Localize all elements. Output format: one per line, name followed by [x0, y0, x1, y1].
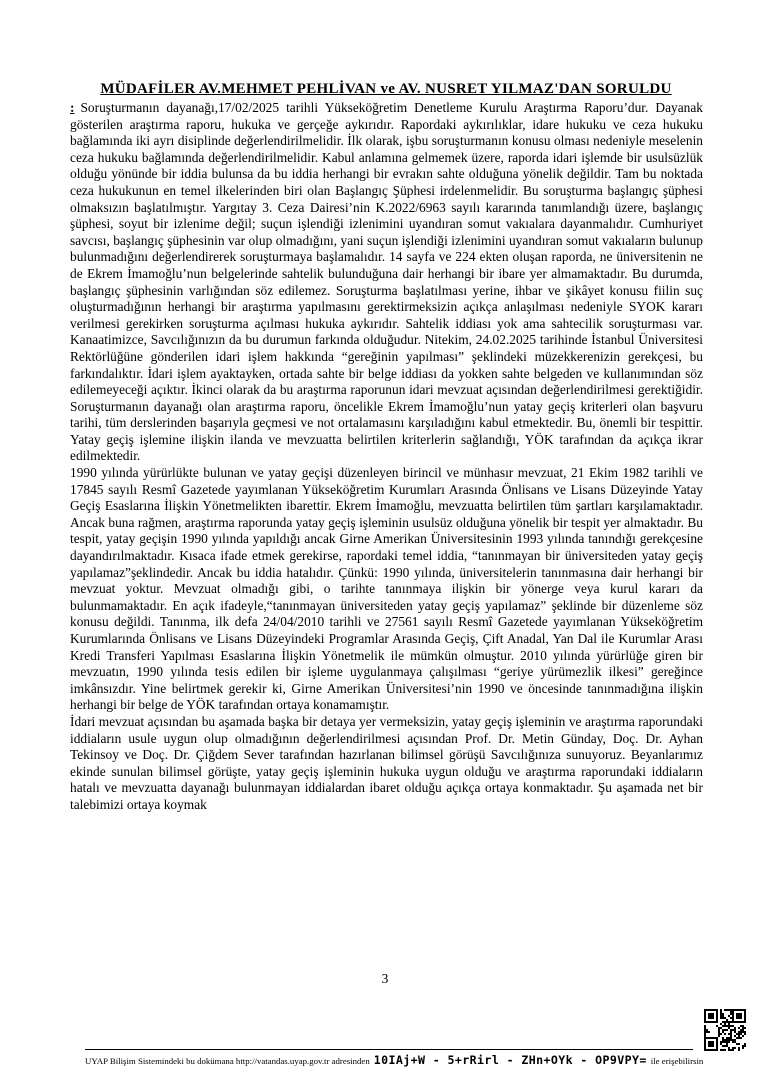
paragraph-1 — [70, 100, 703, 465]
paragraph-lead-colon: : — [70, 100, 75, 115]
qr-code-icon — [704, 1009, 746, 1051]
paragraph-3-text: İdari mevzuat açısından bu aşamada başka bir detaya yer vermeksizin, yatay geçiş işleminin ve araştırma raporundaki iddiaların usule uygun olup olmadığının değerlendirilmesi açısından Prof. Dr. Metin Günday, Doç. Dr. Ayhan Tekinsoy ve Doç. Dr. Çiğdem Sever tarafından hazırlanan bilimsel görüşü Savcılığınıza sunuyoruz. Beyanlarımız ekinde sunulan bilimsel görüşte, yatay geçiş işleminin hukuka uygun olduğu ve araştırma raporundaki iddiaların hatalı ve mevzuatta dayanağı bulunmayan iddialardan ibaret olduğu açıkça ortaya konmaktadır. Şu aşamada net bir talebimizi ortaya koymak — [70, 713, 703, 812]
document-heading: MÜDAFİLER AV.MEHMET PEHLİVAN ve AV. NUSRET YILMAZ'DAN SORULDU — [100, 81, 672, 97]
paragraph-3 — [70, 714, 703, 814]
paragraph-2 — [70, 465, 703, 714]
document-body — [70, 100, 703, 814]
footer-access-code: 10IAj+W - 5+rRirl - ZHn+OYk - OP9VPY= — [373, 1053, 647, 1067]
footer-access-suffix: ile erişebilirsin — [650, 1056, 704, 1066]
page-number: 3 — [381, 971, 389, 986]
uyap-footer — [85, 1053, 745, 1067]
footer-access-text: UYAP Bilişim Sistemindeki bu dokümana http://vatandas.uyap.gov.tr adresinden — [85, 1056, 370, 1066]
footer-divider — [85, 1049, 693, 1050]
paragraph-1-text: Soruşturmanın dayanağı,17/02/2025 tarihli Yükseköğretim Denetleme Kurulu Araştırma Raporu’dur. Dayanak gösterilen araştırma raporu, hukuka ve gerçeğe aykırıdır. Rapordaki aykırılıklar, idare hukuku ve ceza hukuku bağlamında iki ayrı disiplinde değerlendirilmelidir. İlk olarak, işbu soruşturmanın konusu olması nedeniyle meselenin ceza hukuku bağlamında değerlendirilmelidir. Kabul anlamına gelmemek üzere, raporda idari işlemde bir usulsüzlük olduğu yönünde bir iddia bulunsa da bu iddia herhangi bir evrakın sahte olduğuna yönelik değildir. Tam bu noktada ceza hukukunun en temel ilkelerinden biri olan Başlangıç Şüphesi irdelenmelidir. Bu soruşturma başlangıç şüphesi olmaksızın başlatılmıştır. Yargıtay 3. Ceza Dairesi’nin K.2022/6963 sayılı kararında tanımlandığı üzere, başlangıç şüphesi, soyut bir izlenime değil; suçun işlendiği izlenimini uyandıran somut vakıalara dayanmalıdır. Cumhuriyet savcısı, başlangıç şüphesinin var olup olmadığını, yani suçun işlendiği izlenimini uyandıran somut vakıaların bulunup bulunmadığını değerlendirerek soruşturmaya başlamalıdır. 14 sayfa ve 224 ekten oluşan raporda, ne üniversitenin ne de Ekrem İmamoğlu’nun belgelerinde sahtelik bulunduğuna dair herhangi bir ibare yer almamaktadır. Bu durumda, başlangıç şüphesinin varlığından söz edilemez. Soruşturma başlatılması yerine, ihbar ve şikâyet konusu fiilin suç oluşturmadığının herhangi bir araştırma yapılmasını gerektirmeksizin açıkça anlaşılması nedeniyle SYOK kararı verilmesi gerekirken soruşturma açılması hukuka aykırıdır. Sahtelik iddiası yok ama sahtecilik soruşturması var. Kanaatimizce, Savcılığınızın da bu durumun farkında olduğudur. Nitekim, 24.02.2025 tarihinde İstanbul Üniversitesi Rektörlüğüne gönderilen idari işlem hakkında “gereğinin yapılması” şeklindeki müzekkerenizin gerekçesi, bu farkındalıktır. İdari işlem ayaktayken, ortada sahte bir belge iddiası da yokken sahte belgeden ve kullanımından söz edilemeyeceği açıktır. İkinci olarak da bu araştırma raporunun idari mevzuat açısından değerlendirilmesi gerektiğidir. Soruşturmanın dayanağı olan araştırma raporu, öncelikle Ekrem İmamoğlu’nun yatay geçiş kriterleri olan başvuru tarihi, tüm derslerinden başarıyla geçmesi ve not ortalamasını karşıladığını kabul etmektedir. Bu, önemli bir tespittir. Yatay geçiş işlemine ilişkin ilanda ve mevzuatta belirtilen kriterlerin sağlandığı, YÖK tarafından da açıkça ikrar edilmektedir. — [70, 100, 703, 464]
paragraph-2-text: 1990 yılında yürürlükte bulunan ve yatay geçişi düzenleyen birincil ve münhasır mevzuat, 21 Ekim 1982 tarihli ve 17845 sayılı Resmî Gazetede yayımlanan Yükseköğretim Kurumları Arasında Önlisans ve Lisans Düzeyinde Yatay Geçiş Esaslarına İlişkin Yönetmelikten ibarettir. Ekrem İmamoğlu, mevzuatta belirtilen tüm şartları karşılamaktadır. Ancak buna rağmen, araştırma raporunda yatay geçiş işleminin usulsüz olduğuna yönelik bir tespit yer almaktadır. Bu tespit, yatay geçişin 1990 yılında yapıldığı ancak Girne Amerikan Üniversitesinin 1993 yılında tanındığı gerekçesine dayandırılmaktadır. Kısaca ifade etmek gerekirse, rapordaki temel iddia, “tanınmayan bir üniversiteden yatay geçiş yapılamaz”şeklindedir. Ancak bu iddia hatalıdır. Çünkü: 1990 yılında, üniversitelerin tanınmasına dair herhangi bir mevzuat yoktur. Mevzuat olmadığı gibi, o tarihte tanınmaya ilişkin bir yönerge veya kurul kararı da bulunmamaktadır. En açık ifadeyle,“tanınmayan üniversiteden yatay geçiş yapılamaz” şeklinde bir düzenleme söz konusu değildi. Tanınma, ilk defa 24/04/2010 tarihli ve 27561 sayılı Resmî Gazetede yayımlanan Yükseköğretim Kurumlarında Önlisans ve Lisans Düzeyindeki Programlar Arasında Geçiş, Çift Anadal, Yan Dal ile Kurumlar Arası Kredi Transferi Yapılması Esaslarına İlişkin Yönetmelik ile mümkün olmuştur. 2010 yılında yürürlüğe giren bir mevzuatın, 1990 yılında tesis edilen bir işleme uygulanmaya çalışılması “geriye yürümezlik ilkesi” gereğince imkânsızdır. Yine belirtmek gerekir ki, Girne Amerikan Üniversitesi’nin 1990 ve öncesinde tanınmadığına ilişkin herhangi bir belge de YÖK tarafından ortaya konamamıştır. — [70, 465, 703, 713]
